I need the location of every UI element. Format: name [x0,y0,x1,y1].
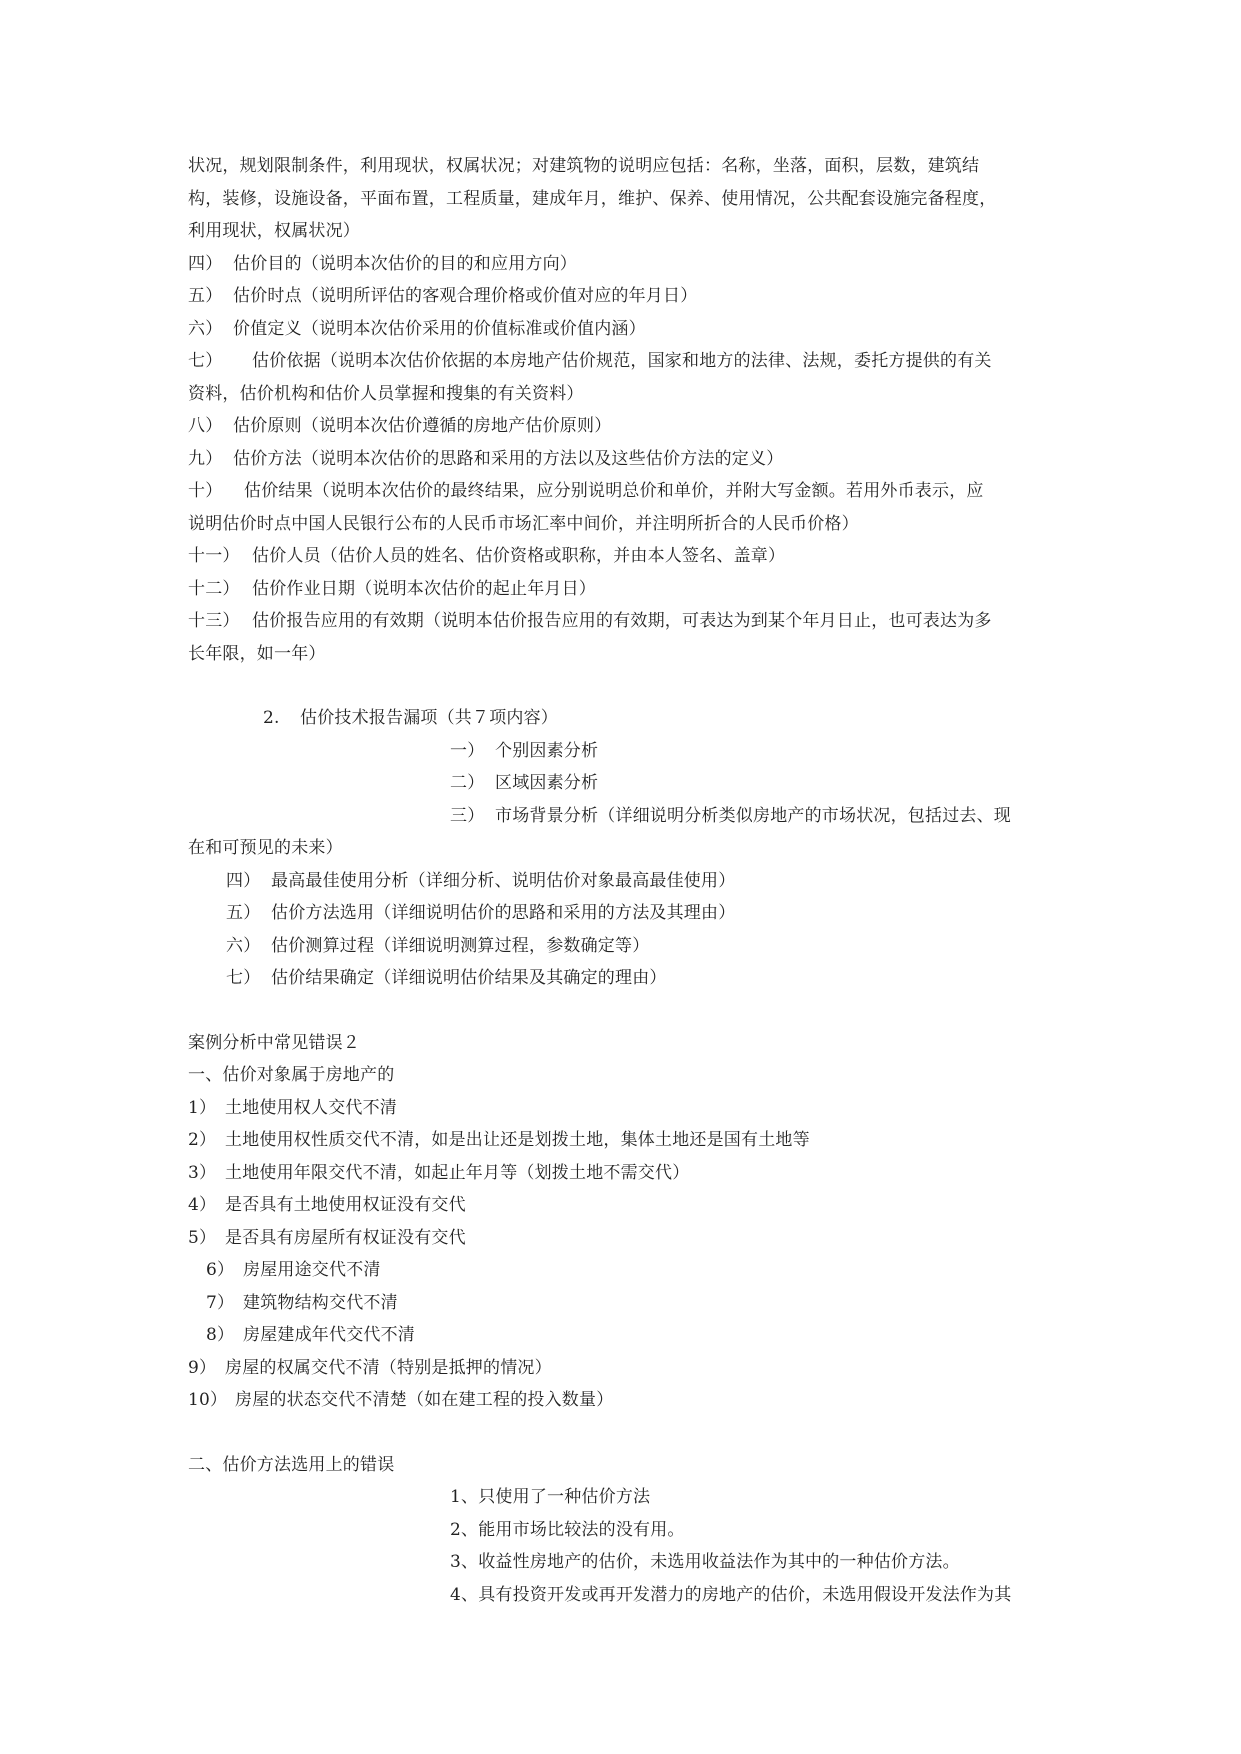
list-item: 8） 房屋建成年代交代不清 [206,1325,415,1345]
list-item-continuation: 说明估价时点中国人民银行公布的人民币市场汇率中间价，并注明所折合的人民币价格） [188,514,859,534]
list-item: 4） 是否具有土地使用权证没有交代 [188,1195,466,1215]
list-item: 5） 是否具有房屋所有权证没有交代 [188,1228,466,1248]
list-item-continuation: 资料，估价机构和估价人员掌握和搜集的有关资料） [188,384,584,404]
list-item: 七） 估价结果确定（详细说明估价结果及其确定的理由） [226,968,667,988]
section-heading: 2. 估价技术报告漏项（共７项内容） [263,708,558,728]
paragraph-line: 利用现状，权属状况） [188,221,360,241]
list-item-continuation: 长年限，如一年） [188,644,326,664]
list-item: 二） 区域因素分析 [450,773,599,793]
list-item: 三） 市场背景分析（详细说明分析类似房地产的市场状况，包括过去、现 [450,806,1011,826]
list-item: 七） 估价依据（说明本次估价依据的本房地产估价规范，国家和地方的法律、法规，委托方提供的有关 [188,351,992,371]
section-subtitle: 一、估价对象属于房地产的 [188,1065,395,1085]
list-item: 1、只使用了一种估价方法 [450,1487,651,1507]
list-item: 3） 土地使用年限交代不清，如起止年月等（划拨土地不需交代） [188,1163,690,1183]
list-item: 十三） 估价报告应用的有效期（说明本估价报告应用的有效期，可表达为到某个年月日止，也可表达为多 [188,611,992,631]
list-item: 十二） 估价作业日期（说明本次估价的起止年月日） [188,579,596,599]
list-item: 一） 个别因素分析 [450,741,599,761]
list-item: 五） 估价时点（说明所评估的客观合理价格或价值对应的年月日） [188,286,698,306]
paragraph-line: 状况，规划限制条件，利用现状，权属状况；对建筑物的说明应包括：名称，坐落，面积，层数，建筑结 [188,156,980,176]
list-item: 四） 估价目的（说明本次估价的目的和应用方向） [188,254,577,274]
list-item: 六） 估价测算过程（详细说明测算过程，参数确定等） [226,936,650,956]
list-item: 2、能用市场比较法的没有用。 [450,1520,685,1540]
list-item: 3、收益性房地产的估价，未选用收益法作为其中的一种估价方法。 [450,1552,960,1572]
list-item: 9） 房屋的权属交代不清（特别是抵押的情况） [188,1358,552,1378]
section-title: 案例分析中常见错误２ [188,1033,360,1053]
list-item: 六） 价值定义（说明本次估价采用的价值标准或价值内涵） [188,319,646,339]
list-item: 1） 土地使用权人交代不清 [188,1098,397,1118]
list-item: 八） 估价原则（说明本次估价遵循的房地产估价原则） [188,416,612,436]
list-item-continuation: 在和可预见的未来） [188,838,343,858]
list-item: 五） 估价方法选用（详细说明估价的思路和采用的方法及其理由） [226,903,736,923]
list-item: 4、具有投资开发或再开发潜力的房地产的估价，未选用假设开发法作为其 [450,1585,1012,1605]
paragraph-line: 构，装修，设施设备，平面布置，工程质量，建成年月，维护、保养、使用情况，公共配套设施完备程度， [188,189,997,209]
list-item: 7） 建筑物结构交代不清 [206,1293,398,1313]
list-item: 十） 估价结果（说明本次估价的最终结果，应分别说明总价和单价，并附大写金额。若用外币表示，应 [188,481,984,501]
list-item: 九） 估价方法（说明本次估价的思路和采用的方法以及这些估价方法的定义） [188,449,784,469]
list-item: 6） 房屋用途交代不清 [206,1260,381,1280]
list-item: 2） 土地使用权性质交代不清，如是出让还是划拨土地，集体土地还是国有土地等 [188,1130,810,1150]
list-item: 十一） 估价人员（估价人员的姓名、估价资格或职称，并由本人签名、盖章） [188,546,786,566]
section-title: 二、估价方法选用上的错误 [188,1455,395,1475]
list-item: 10） 房屋的状态交代不清楚（如在建工程的投入数量） [188,1390,614,1410]
list-item: 四） 最高最佳使用分析（详细分析、说明估价对象最高最佳使用） [226,871,736,891]
